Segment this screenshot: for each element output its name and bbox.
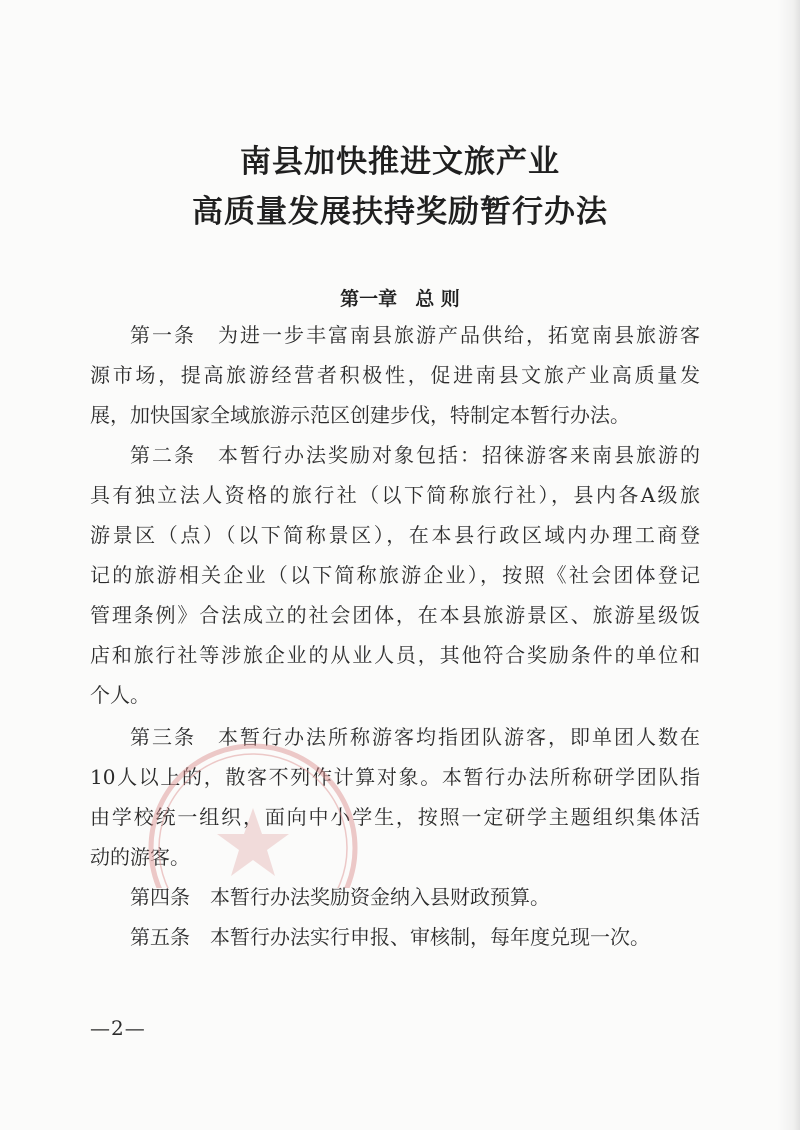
chapter-heading — [0, 284, 800, 311]
paragraph-line: 第二条 本暂行办法奖励对象包括：招徕游客来南县旅游的 — [130, 443, 700, 467]
title-line-2: 高质量发展扶持奖励暂行办法 — [192, 194, 608, 230]
paragraph-line: 游景区（点）（以下简称景区），在本县行政区域内办理工商登 — [90, 523, 700, 547]
paragraph-line: 第四条 本暂行办法奖励资金纳入县财政预算。 — [130, 885, 550, 909]
paragraph-line: 10人以上的，散客不列作计算对象。本暂行办法所称研学团队指 — [90, 765, 700, 789]
paragraph-line: 第五条 本暂行办法实行申报、审核制，每年度兑现一次。 — [130, 925, 650, 949]
chapter-name: 总 则 — [415, 288, 460, 310]
paragraph-line: 管理条例》合法成立的社会团体，在本县旅游景区、旅游星级饭 — [90, 603, 700, 627]
page-number: —2— — [90, 1016, 146, 1040]
paragraph-line: 记的旅游相关企业（以下简称旅游企业），按照《社会团体登记 — [90, 563, 700, 587]
paragraph-line: 个人。 — [90, 683, 150, 707]
paragraph-line: 店和旅行社等涉旅企业的从业人员，其他符合奖励条件的单位和 — [90, 643, 700, 667]
chapter-number: 第一章 — [340, 288, 398, 310]
paragraph-line: 第三条 本暂行办法所称游客均指团队游客，即单团人数在 — [130, 725, 700, 749]
paragraph-line: 源市场，提高旅游经营者积极性，促进南县文旅产业高质量发 — [90, 363, 700, 387]
paragraph-line: 由学校统一组织，面向中小学生，按照一定研学主题组织集体活 — [90, 805, 700, 829]
paragraph-line: 动的游客。 — [90, 845, 190, 869]
paragraph-line: 第一条 为进一步丰富南县旅游产品供给，拓宽南县旅游客 — [130, 323, 700, 347]
title-line-1: 南县加快推进文旅产业 — [240, 144, 560, 180]
paragraph-line: 具有独立法人资格的旅行社（以下简称旅行社），县内各A级旅 — [90, 483, 700, 507]
paragraph-line: 展，加快国家全域旅游示范区创建步伐，特制定本暂行办法。 — [90, 403, 630, 427]
